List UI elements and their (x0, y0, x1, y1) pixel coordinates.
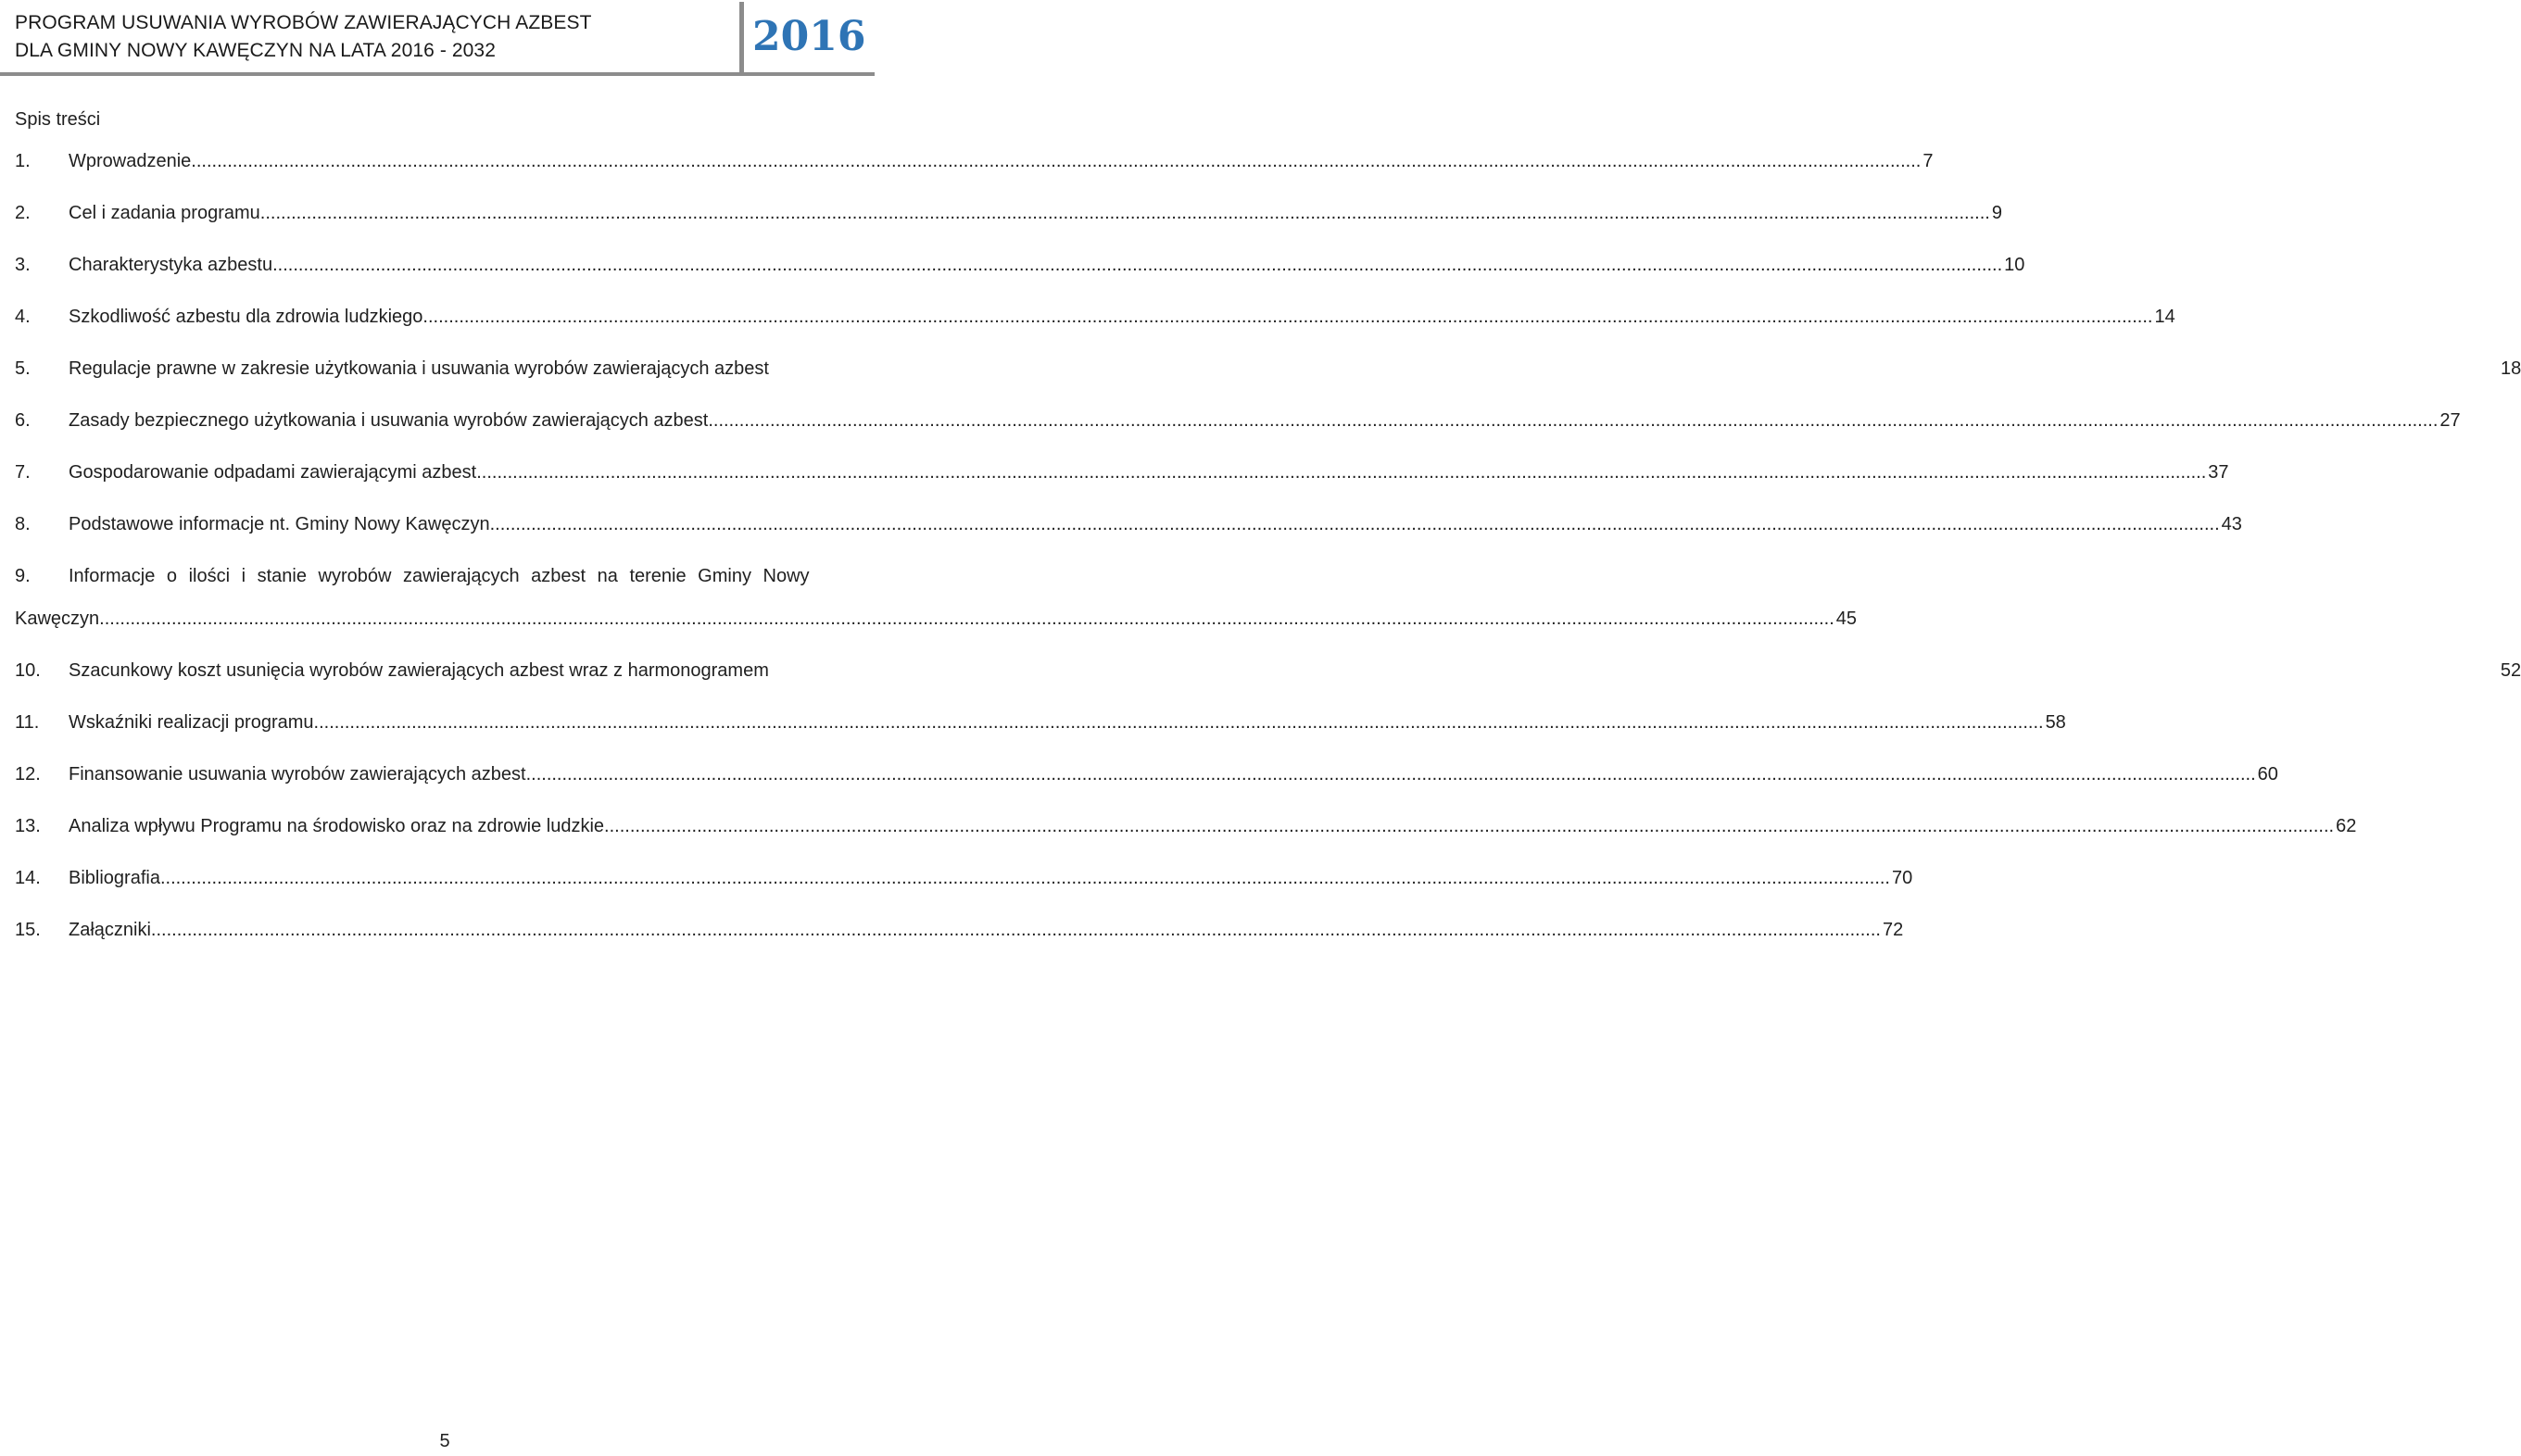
toc-leader-dots (422, 302, 2152, 332)
toc-entry-page: 58 (2045, 712, 2066, 733)
toc-entry-label-continuation: Kawęczyn. (15, 609, 105, 629)
toc-entry-number: 5. (15, 358, 31, 379)
toc-entry-number: 13. (15, 816, 41, 836)
toc-leader-dots (604, 811, 2334, 841)
toc-entry-label: Podstawowe informacje nt. Gminy Nowy Kawęczyn (69, 514, 490, 534)
toc-leader-dots (314, 708, 2044, 737)
toc-entry-page: 62 (2336, 816, 2357, 836)
toc-leader-dots (105, 604, 1834, 634)
toc-entry-page: 27 (2439, 410, 2461, 431)
toc-entry-number: 4. (15, 307, 31, 327)
toc-entry[interactable] (15, 250, 2025, 280)
toc-entry[interactable] (15, 759, 2278, 789)
toc-entry-page: 43 (2221, 514, 2242, 534)
toc-entry-page: 14 (2154, 307, 2175, 327)
toc-entry-page: 60 (2257, 764, 2278, 784)
toc-entry-continuation[interactable] (15, 604, 1857, 634)
document-title-line-2: DLA GMINY NOWY KAWĘCZYN NA LATA 2016 - 2032 (15, 40, 496, 61)
toc-entry-label: Regulacje prawne w zakresie użytkowania i usuwania wyrobów zawierających azbest (69, 358, 769, 379)
toc-entry-label: Bibliografia (69, 868, 160, 888)
toc-entry[interactable] (15, 509, 2242, 539)
toc-entry[interactable] (15, 354, 2521, 383)
toc-entry-number: 1. (15, 151, 31, 171)
toc-entry-label: Załączniki (69, 920, 151, 940)
toc-entry[interactable] (15, 915, 1904, 945)
toc-entry-number: 11. (15, 712, 40, 733)
toc-title: Spis treści (15, 109, 101, 130)
document-title-line-1: PROGRAM USUWANIA WYROBÓW ZAWIERAJĄCYCH AZBEST (15, 12, 592, 33)
toc-entry-number: 9. (15, 566, 31, 586)
document-title (15, 9, 592, 65)
toc-entry-label: Finansowanie usuwania wyrobów zawierających azbest (69, 764, 526, 784)
toc-entry[interactable] (15, 302, 2175, 332)
toc-entry[interactable] (15, 406, 2461, 435)
toc-leader-dots (476, 458, 2206, 487)
toc-entry-label: Gospodarowanie odpadami zawierającymi azbest (69, 462, 477, 483)
toc-entry[interactable] (15, 458, 2229, 487)
toc-entry-page: 10 (2004, 255, 2025, 275)
toc-leader-dots (151, 915, 1881, 945)
toc-entry-number: 14. (15, 868, 41, 888)
toc-leader-dots (708, 406, 2438, 435)
toc-entry-page: 45 (1835, 609, 1857, 629)
toc-leader-dots (160, 863, 1890, 893)
toc-entry-label: Wskaźniki realizacji programu (69, 712, 314, 733)
header-year: 2016 (752, 13, 866, 60)
toc-entry[interactable] (15, 198, 2002, 228)
toc-entry-page: 52 (2500, 660, 2521, 681)
toc-entry-number: 10. (15, 660, 41, 681)
toc-leader-dots (526, 759, 2256, 789)
toc-entry-page: 18 (2500, 358, 2521, 379)
toc-entry-number: 15. (15, 920, 41, 940)
header-divider (739, 2, 744, 74)
toc-entry-page: 70 (1891, 868, 1913, 888)
toc-entry-page: 9 (1991, 203, 2002, 223)
toc-entry-number: 8. (15, 514, 31, 534)
toc-entry[interactable] (15, 656, 2521, 685)
toc-entry-number: 6. (15, 410, 31, 431)
toc-entry-label: Cel i zadania programu (69, 203, 260, 223)
toc-entry-page: 72 (1882, 920, 1904, 940)
page-number: 5 (439, 1431, 450, 1451)
toc-entry-number: 12. (15, 764, 41, 784)
toc-entry[interactable] (15, 708, 2066, 737)
toc-entry[interactable] (15, 863, 1913, 893)
toc-entry[interactable] (15, 146, 1934, 176)
toc-entry-label: Wprowadzenie (69, 151, 192, 171)
toc-entry-label: Zasady bezpiecznego użytkowania i usuwania wyrobów zawierających azbest (69, 410, 709, 431)
toc-leader-dots (490, 509, 2220, 539)
page-header (0, 0, 889, 78)
header-rule (0, 72, 875, 76)
toc-entry-number: 2. (15, 203, 31, 223)
toc-entry-label: Analiza wpływu Programu na środowisko oraz na zdrowie ludzkie (69, 816, 605, 836)
toc-entry-number: 7. (15, 462, 31, 483)
toc-entry-label: Szacunkowy koszt usunięcia wyrobów zawierających azbest wraz z harmonogramem (69, 660, 769, 681)
toc-entry-label: Informacje o ilości i stanie wyrobów zawierających azbest na terenie Gminy Nowy (69, 566, 810, 586)
toc-leader-dots (260, 198, 1990, 228)
toc-entry[interactable] (15, 561, 888, 591)
toc-entry-page: 7 (1922, 151, 1934, 171)
toc-entry-page: 37 (2208, 462, 2229, 483)
toc-leader-dots (272, 250, 2002, 280)
toc-entry-number: 3. (15, 255, 31, 275)
toc-entry[interactable] (15, 811, 2357, 841)
toc-entry-label: Szkodliwość azbestu dla zdrowia ludzkiego (69, 307, 423, 327)
toc-leader-dots (191, 146, 1921, 176)
toc-entry-label: Charakterystyka azbestu (69, 255, 273, 275)
